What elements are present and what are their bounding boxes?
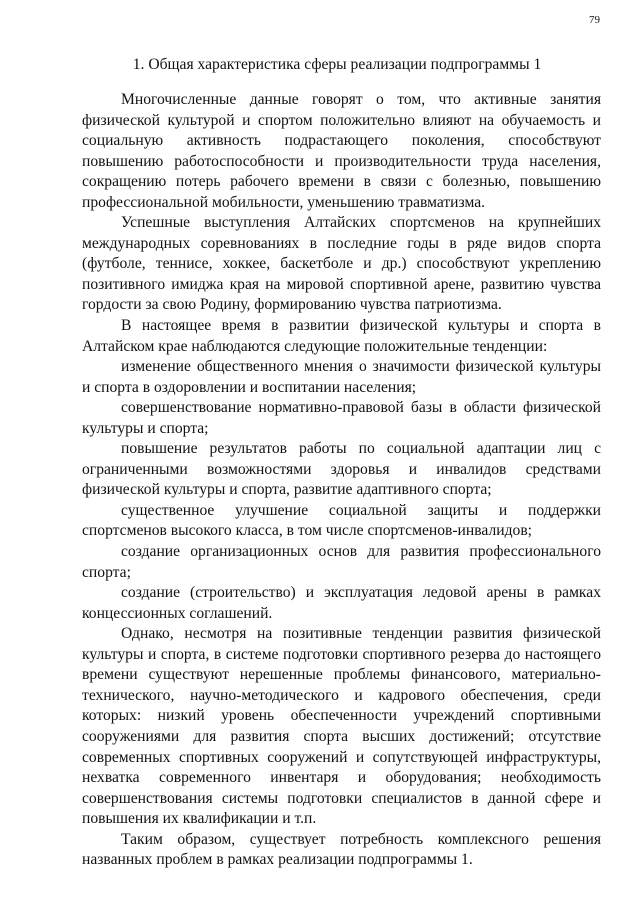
list-item: существенное улучшение социальной защиты и поддержки спортсменов высокого класса, в том числе спортсменов-инвалидов; xyxy=(82,501,601,540)
paragraph: В настоящее время в развитии физической культуры и спорта в Алтайском крае наблюдаются следующие положительные тенденции: xyxy=(82,317,601,355)
paragraph: Таким образом, существует потребность комплексного решения названных проблем в рамках реализации подпрограммы 1. xyxy=(82,830,601,869)
paragraph: Однако, несмотря на позитивные тенденции развития физической культуры и спорта, в системе подготовки спортивного резерва до настоящего времени существуют нерешенные проблемы финансового, материально-технического, научно-методического и кадрового обеспечения, среди которых: низкий уровень обеспеченности учреждений спортивными сооружениями для развития спорта высших достижений; отсутствие современных спортивных сооружений и сопутствующей инфраструктуры, нехватка современного инвентаря и оборудования; необходимость совершенствования системы подготовки специалистов в данной сфере и повышения их квалификации и т.п. xyxy=(82,625,601,828)
list-item: совершенствование нормативно-правовой базы в области физической культуры и спорта; xyxy=(82,399,601,437)
page-number: 79 xyxy=(589,14,600,26)
list-item: повышение результатов работы по социальной адаптации лиц с ограниченными возможностями здоровья и инвалидов средствами физической культуры и спорта, развитие адаптивного спорта; xyxy=(82,440,601,499)
list-item: создание организационных основ для развития профессионального спорта; xyxy=(82,543,601,581)
list-item: изменение общественного мнения о значимости физической культуры и спорта в оздоровлении и воспитании населения; xyxy=(82,358,601,396)
paragraph: Многочисленные данные говорят о том, что активные занятия физической культурой и спортом положительно влияют на обучаемость и социальную активность подрастающего поколения, способствуют повышению работоспособности и производительности труда населения, сокращению потерь рабочего времени в связи с болезнью, повышению профессиональной мобильности, уменьшению травматизма. xyxy=(82,91,601,211)
section-title: 1. Общая характеристика сферы реализации подпрограммы 1 xyxy=(132,56,542,73)
list-item: создание (строительство) и эксплуатация ледовой арены в рамках концессионных соглашений. xyxy=(82,584,601,622)
paragraph: Успешные выступления Алтайских спортсменов на крупнейших международных соревнованиях в последние годы в ряде видов спорта (футболе, теннисе, хоккее, баскетболе и др.) способствуют укреплению позитивного имиджа края на мировой спортивной арене, развитию чувства гордости за свою Родину, формированию чувства патриотизма. xyxy=(82,214,601,314)
body-text xyxy=(82,90,601,871)
